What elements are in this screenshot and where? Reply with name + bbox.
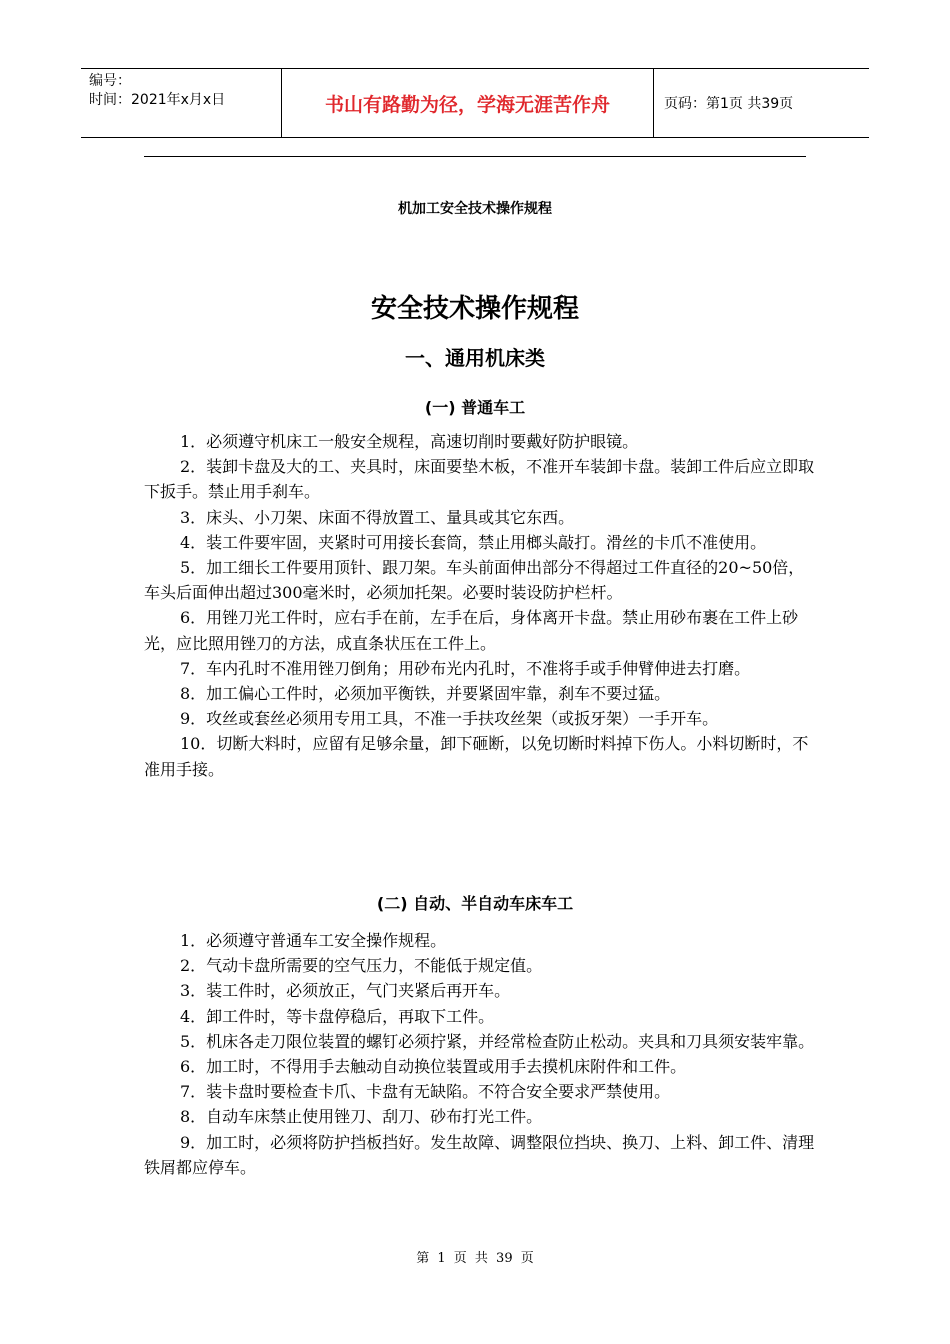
section-heading-auto-lathe: (二) 自动、半自动车床车工 [376,894,574,913]
document-date: 时间：2021年x月x日 [89,92,226,108]
rule-item: 10．切断大料时，应留有足够余量，卸下砸断，以免切断时料掉下伤人。小料切断时，不准用手接。 [144,734,809,779]
section-heading-lathe: (一) 普通车工 [424,398,526,417]
rule-item: 1．必须遵守普通车工安全操作规程。 [180,931,447,950]
rule-item: 3．装工件时，必须放正，气门夹紧后再开车。 [180,981,511,1001]
running-title: 机加工安全技术操作规程 [398,201,552,217]
chapter-heading: 一、通用机床类 [405,346,545,370]
header-meta-cell [81,69,281,137]
rule-item: 6．用锉刀光工件时，应右手在前，左手在后，身体离开卡盘。禁止用砂布裹在工件上砂光，应比照用锉刀的方法，成直条状压在工件上。 [144,608,799,653]
rule-item: 7．车内孔时不准用锉刀倒角；用砂布光内孔时，不准将手或手伸臂伸进去打磨。 [180,658,751,678]
document-number-label: 编号： [89,73,131,89]
rule-item: 9．攻丝或套丝必须用专用工具，不准一手扶攻丝架（或扳牙架）一手开车。 [180,709,719,729]
rule-item: 4．卸工件时，等卡盘停稳后，再取下工件。 [180,1006,495,1026]
rule-item: 3．床头、小刀架、床面不得放置工、量具或其它东西。 [180,507,575,527]
rule-item: 9．加工时，必须将防护挡板挡好。发生故障、调整限位挡块、换刀、上料、卸工件、清理铁屑都应停车。 [144,1132,815,1177]
header-divider [144,156,806,157]
rule-item: 5．机床各走刀限位装置的螺钉必须拧紧，并经常检查防止松动。夹具和刀具须安装牢靠。 [180,1031,815,1051]
rule-item: 1．必须遵守机床工一般安全规程，高速切削时要戴好防护眼镜。 [180,432,639,451]
page-header-table [81,68,869,138]
rule-item: 2．气动卡盘所需要的空气压力，不能低于规定值。 [180,956,543,976]
rule-item: 8．加工偏心工件时，必须加平衡铁，并要紧固牢靠，刹车不要过猛。 [180,684,671,704]
rule-item: 8．自动车床禁止使用锉刀、刮刀、砂布打光工件。 [180,1107,543,1127]
rule-item: 5．加工细长工件要用顶针、跟刀架。车头前面伸出部分不得超过工件直径的20~50倍，车头后面伸出超过300毫米时，必须加托架。必要时装设防护栏杆。 [144,558,805,603]
header-slogan: 书山有路勤为径，学海无涯苦作舟 [281,69,654,137]
header-page-info: 页码：第1页 共39页 [664,96,794,112]
document-title: 安全技术操作规程 [370,294,579,324]
section-items-auto-lathe [144,928,820,1180]
rule-item: 6．加工时，不得用手去触动自动换位装置或用手去摸机床附件和工件。 [180,1057,687,1077]
rule-item: 4．装工件要牢固，夹紧时可用接长套筒，禁止用榔头敲打。滑丝的卡爪不准使用。 [180,532,767,552]
rule-item: 2．装卸卡盘及大的工、夹具时，床面要垫木板，不准开车装卸卡盘。装卸工件后应立即取下扳手。禁止用手刹车。 [144,457,815,502]
page-footer: 第 1 页 共 39 页 [416,1251,534,1266]
rule-item: 7．装卡盘时要检查卡爪、卡盘有无缺陷。不符合安全要求严禁使用。 [180,1082,671,1102]
section-items-lathe [144,429,820,782]
